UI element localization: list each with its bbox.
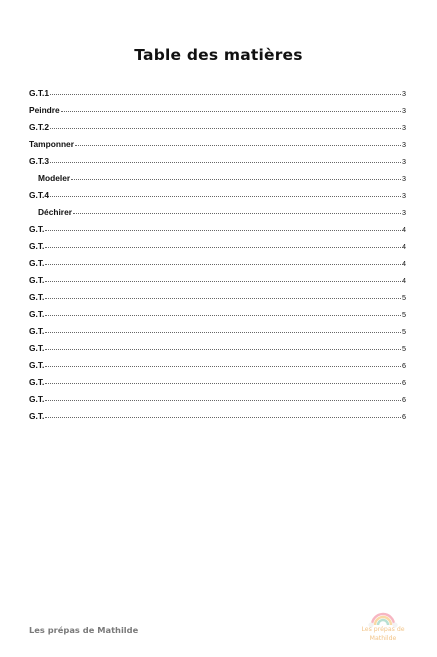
toc-dot-leader	[45, 298, 401, 299]
toc-entry-page-number: 6	[402, 361, 406, 370]
toc-entry-label: Peindre	[29, 105, 60, 115]
toc-entry-page-number: 3	[402, 123, 406, 132]
toc-entry[interactable]	[29, 377, 406, 394]
toc-dot-leader	[45, 281, 401, 282]
toc-entry[interactable]	[29, 394, 406, 411]
toc-dot-leader	[45, 332, 401, 333]
toc-dot-leader	[50, 162, 401, 163]
toc-entry-label: G.T.3	[29, 156, 50, 166]
toc-entry-label: G.T.	[29, 394, 45, 404]
toc-entry[interactable]	[29, 190, 406, 207]
toc-entry[interactable]	[29, 258, 406, 275]
toc-dot-leader	[45, 315, 401, 316]
toc-entry[interactable]	[29, 241, 406, 258]
toc-entry-label: G.T.	[29, 309, 45, 319]
toc-dot-leader	[50, 94, 401, 95]
toc-entry-page-number: 6	[402, 412, 406, 421]
toc-entry-label: G.T.	[29, 241, 45, 251]
toc-entry-label: G.T.	[29, 360, 45, 370]
toc-entry-label: G.T.	[29, 224, 45, 234]
toc-entry-label: G.T.	[29, 275, 45, 285]
toc-entry-page-number: 6	[402, 395, 406, 404]
toc-dot-leader	[50, 196, 401, 197]
toc-entry-label: G.T.	[29, 411, 45, 421]
toc-entry[interactable]	[29, 105, 406, 122]
toc-dot-leader	[45, 417, 401, 418]
toc-entry-page-number: 3	[402, 106, 406, 115]
logo-text-line2: Mathilde	[369, 635, 397, 642]
toc-entry-label: G.T.	[29, 343, 45, 353]
toc-entry-page-number: 3	[402, 89, 406, 98]
toc-entry-page-number: 3	[402, 191, 406, 200]
toc-entry-page-number: 4	[402, 276, 406, 285]
toc-dot-leader	[45, 349, 401, 350]
toc-dot-leader	[61, 111, 401, 112]
toc-entry-page-number: 4	[402, 242, 406, 251]
toc-entry-page-number: 4	[402, 225, 406, 234]
toc-entry-label: G.T.	[29, 377, 45, 387]
toc-entry[interactable]	[29, 326, 406, 343]
footer-text: Les prépas de Mathilde	[29, 625, 139, 635]
toc-entry-label: G.T.	[29, 258, 45, 268]
toc-entry-label: Modeler	[38, 173, 71, 183]
toc-entry[interactable]	[29, 207, 406, 224]
logo-text-line1: Les prépas de	[361, 626, 405, 633]
toc-entry-label: Tamponner	[29, 139, 74, 149]
footer-logo	[356, 606, 410, 650]
toc-entry[interactable]	[29, 122, 406, 139]
toc-entry-page-number: 5	[402, 310, 406, 319]
toc-entry-page-number: 3	[402, 140, 406, 149]
toc-entry-label: G.T.1	[29, 88, 50, 98]
toc-entry-page-number: 3	[402, 174, 406, 183]
toc-entry-page-number: 6	[402, 378, 406, 387]
toc-entry[interactable]	[29, 139, 406, 156]
rainbow-icon	[356, 606, 410, 628]
toc-dot-leader	[50, 128, 401, 129]
toc-entry[interactable]	[29, 224, 406, 241]
page-title: Table des matières	[134, 46, 303, 64]
toc-dot-leader	[73, 213, 401, 214]
toc-entry[interactable]	[29, 343, 406, 360]
toc-entry-page-number: 5	[402, 293, 406, 302]
toc-entry[interactable]	[29, 411, 406, 428]
toc-entry[interactable]	[29, 360, 406, 377]
toc-dot-leader	[45, 247, 401, 248]
toc-entry[interactable]	[29, 173, 406, 190]
toc-entry-label: G.T.2	[29, 122, 50, 132]
toc-entry-page-number: 3	[402, 157, 406, 166]
toc-dot-leader	[75, 145, 401, 146]
toc-dot-leader	[45, 264, 401, 265]
toc-dot-leader	[71, 179, 401, 180]
toc-entry-page-number: 4	[402, 259, 406, 268]
toc-entry-label: G.T.	[29, 292, 45, 302]
toc-entry-label: G.T.	[29, 326, 45, 336]
toc-entry-page-number: 5	[402, 344, 406, 353]
toc-entry-label: Déchirer	[38, 207, 72, 217]
toc-dot-leader	[45, 383, 401, 384]
toc-entry-page-number: 5	[402, 327, 406, 336]
toc-entry[interactable]	[29, 156, 406, 173]
toc-entry[interactable]	[29, 309, 406, 326]
toc-entry-label: G.T.4	[29, 190, 50, 200]
toc-entry-page-number: 3	[402, 208, 406, 217]
toc-entry[interactable]	[29, 88, 406, 105]
table-of-contents	[29, 88, 406, 428]
toc-dot-leader	[45, 400, 401, 401]
toc-dot-leader	[45, 230, 401, 231]
toc-dot-leader	[45, 366, 401, 367]
toc-entry[interactable]	[29, 275, 406, 292]
toc-entry[interactable]	[29, 292, 406, 309]
